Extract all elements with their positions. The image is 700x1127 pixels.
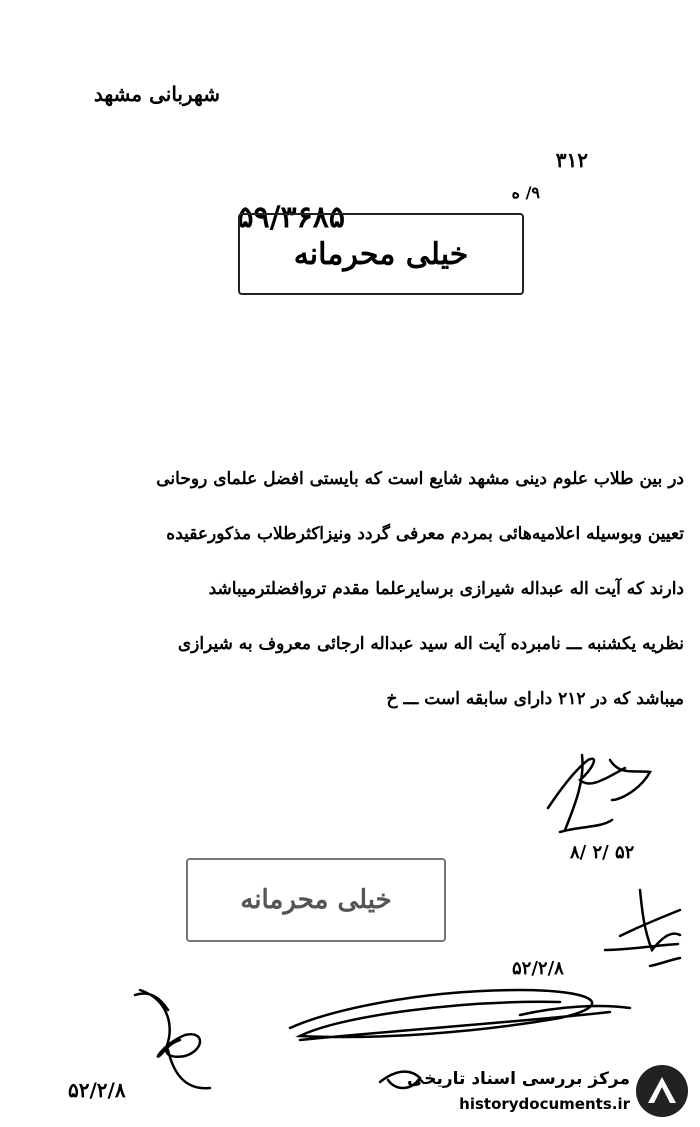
watermark-url: historydocuments.ir — [459, 1095, 630, 1113]
registration-number: ۵۹/۳۶۸۵ — [237, 200, 345, 235]
body-line: میباشد که در ۲۱۲ دارای سابقه است ـــ خ — [386, 689, 684, 709]
body-line: در بین طلاب علوم دینی مشهد شایع است که بایستی افضل علمای روحانی — [156, 469, 684, 489]
stamp-text: خیلی محرمانه — [240, 885, 392, 915]
signature-scribble — [290, 990, 610, 1040]
signature-scribble — [610, 760, 650, 800]
signature-scribble — [620, 890, 680, 950]
annotation-date: ۸/ ۲/ ۵۲ — [570, 842, 635, 863]
signature-scribble — [605, 944, 680, 966]
archive-logo-icon — [634, 1063, 690, 1119]
watermark-org-name: مرکز بررسی اسناد تاریخی — [407, 1069, 630, 1089]
body-line: تعیین وبوسیله اعلامیه‌هائی بمردم معرفی گردد ونیزاکثرطلاب مذکورعقیده — [166, 524, 684, 544]
annotation-date: ۵۲/۲/۸ — [68, 1078, 126, 1102]
header-date: ۹/ ه — [511, 183, 540, 202]
archive-watermark — [400, 1063, 690, 1121]
body-line: نظریه یکشنبه ـــ نامبرده آیت اله سید عبداله ارجائی معروف به شیرازی — [177, 634, 684, 654]
document-heading: شهربانی مشهد — [93, 82, 220, 106]
reference-number: ۳۱۲ — [555, 148, 588, 172]
annotation-date: ۵۲/۲/۸ — [512, 958, 564, 979]
body-line: دارند که آیت اله عبداله شیرازی برسایرعلما مقدم تروافضلترمیباشد — [208, 579, 684, 599]
signature-scribble — [135, 990, 210, 1088]
stamp-text: خیلی محرمانه — [293, 236, 469, 272]
signature-scribble — [560, 755, 612, 832]
